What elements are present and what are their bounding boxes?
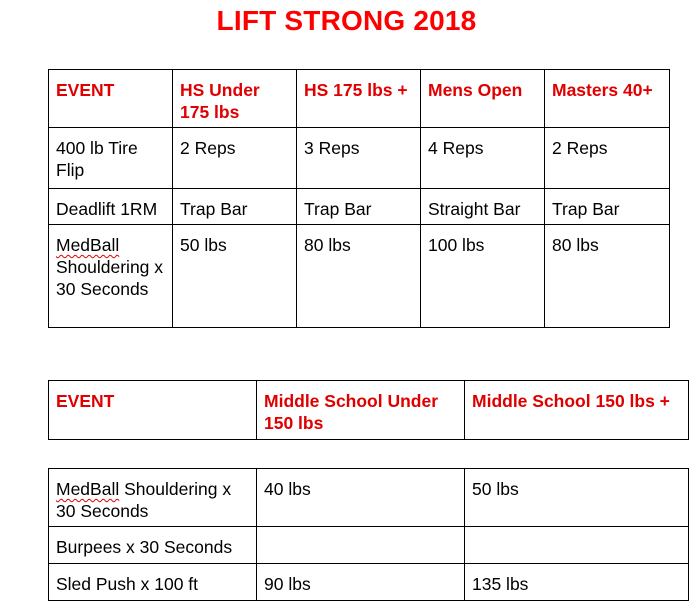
table-cell: 90 lbs — [257, 564, 465, 601]
table-cell: 80 lbs — [545, 225, 670, 328]
table-header-row — [49, 70, 670, 128]
header-event: EVENT — [49, 70, 173, 128]
header-masters-40: Masters 40+ — [545, 70, 670, 128]
table-cell: Trap Bar — [173, 189, 297, 225]
medball-rest: Shouldering x 30 Seconds — [56, 257, 164, 299]
table-cell: 50 lbs — [465, 469, 689, 527]
event-name-cell: 400 lb Tire Flip — [49, 128, 173, 189]
table-row — [49, 225, 670, 328]
table-cell: 3 Reps — [297, 128, 421, 189]
table-row — [49, 128, 670, 189]
table-cell: 40 lbs — [257, 469, 465, 527]
header-hs-under-175: HS Under 175 lbs — [173, 70, 297, 128]
table-cell: 135 lbs — [465, 564, 689, 601]
table-cell: 2 Reps — [545, 128, 670, 189]
table-cell: 100 lbs — [421, 225, 545, 328]
header-ms-150-plus: Middle School 150 lbs + — [465, 381, 689, 440]
table-cell: Trap Bar — [545, 189, 670, 225]
event-name-cell — [49, 225, 173, 328]
medball-word: MedBall — [56, 235, 120, 255]
header-ms-under-150: Middle School Under 150 lbs — [257, 381, 465, 440]
medball-word: MedBall — [56, 479, 120, 499]
table-row — [49, 469, 689, 527]
middle-school-events-table — [48, 468, 689, 601]
table-row — [49, 189, 670, 225]
table-cell: 2 Reps — [173, 128, 297, 189]
table-cell: 4 Reps — [421, 128, 545, 189]
header-hs-175-plus: HS 175 lbs + — [297, 70, 421, 128]
table-cell: Trap Bar — [297, 189, 421, 225]
table-cell: Straight Bar — [421, 189, 545, 225]
event-name-cell: Sled Push x 100 ft — [49, 564, 257, 601]
table-cell: 80 lbs — [297, 225, 421, 328]
table-row — [49, 564, 689, 601]
middle-school-header-table — [48, 380, 689, 440]
header-event: EVENT — [49, 381, 257, 440]
medball-rest: Shouldering x 30 Seconds — [56, 479, 232, 521]
table-row — [49, 527, 689, 564]
event-name-cell: Deadlift 1RM — [49, 189, 173, 225]
lift-strong-events-table — [48, 69, 670, 328]
table-cell — [257, 527, 465, 564]
table-header-row — [49, 381, 689, 440]
event-name-cell: Burpees x 30 Seconds — [49, 527, 257, 564]
page-title: LIFT STRONG 2018 — [216, 5, 477, 36]
table-cell: 50 lbs — [173, 225, 297, 328]
event-name-cell — [49, 469, 257, 527]
table-cell — [465, 527, 689, 564]
header-mens-open: Mens Open — [421, 70, 545, 128]
